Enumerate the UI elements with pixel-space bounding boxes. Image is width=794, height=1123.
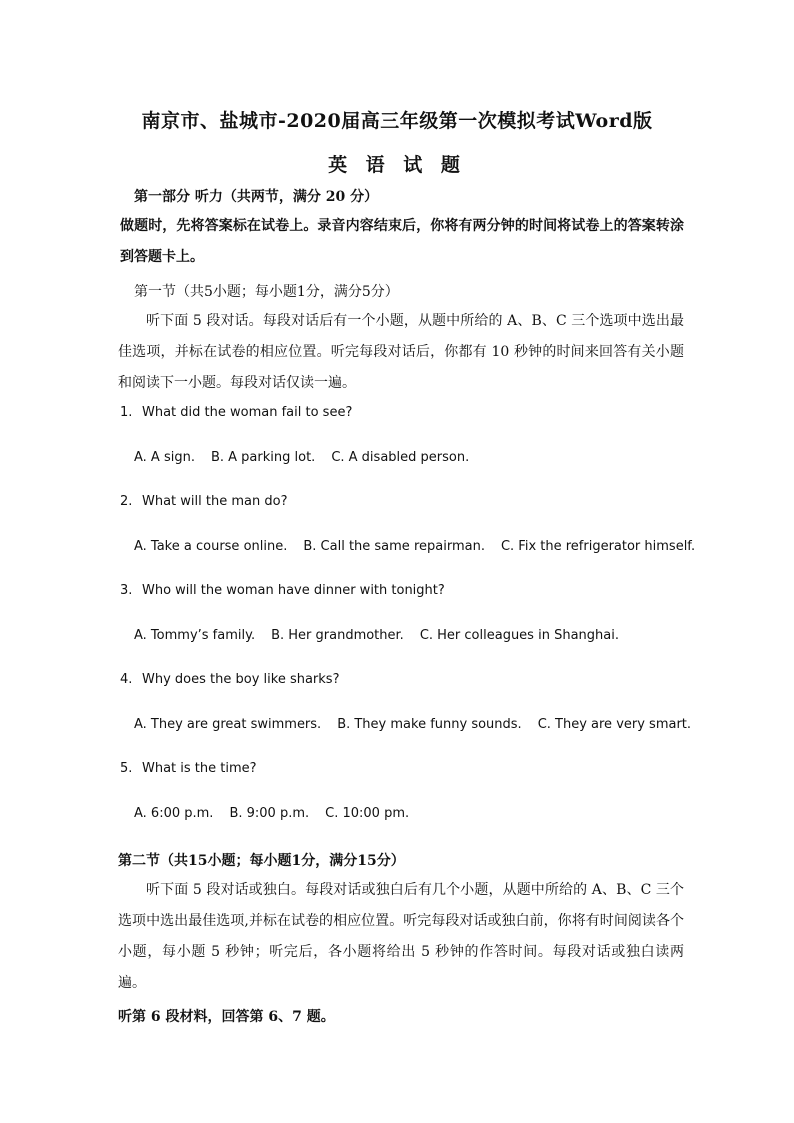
question-3 <box>120 583 445 598</box>
question-4 <box>120 672 339 687</box>
option-c[interactable]: C. They are very smart. <box>537 717 692 732</box>
question-2 <box>120 494 287 509</box>
question-number: 3. <box>120 583 133 598</box>
question-number: 2. <box>120 494 133 509</box>
option-c[interactable]: C. A disabled person. <box>331 450 470 465</box>
material-instruction: 听第 6 段材料，回答第 6、7 题。 <box>118 1009 335 1025</box>
question-number: 5. <box>120 761 133 776</box>
question-number: 4. <box>120 672 133 687</box>
option-c[interactable]: C. Fix the refrigerator himself. <box>500 539 696 554</box>
section2-heading: 第二节（共15小题；每小题1分，满分15分） <box>118 853 405 869</box>
option-a[interactable]: A. A sign. <box>134 450 195 465</box>
option-b[interactable]: B. Call the same repairman. <box>303 539 485 554</box>
option-b[interactable]: B. 9:00 p.m. <box>229 806 310 821</box>
section2-instruction: 听下面 5 段对话或独白。每段对话或独白后有几个小题，从题中所给的 A、B、C 三个选项中选出最佳选项,并标在试卷的相应位置。听完每段对话或独白前，你将有时间阅读各个小题，每小题 5 秒钟；听完后，各小题将给出 5 秒钟的作答时间。每段对话或独白读两遍。 <box>118 882 684 991</box>
section1-heading: 第一节（共5小题；每小题1分，满分5分） <box>134 284 399 300</box>
option-c[interactable]: C. Her colleagues in Shanghai. <box>419 628 619 643</box>
question-1-options <box>134 450 485 465</box>
option-b[interactable]: B. A parking lot. <box>210 450 316 465</box>
question-3-options <box>134 628 635 643</box>
question-text: Who will the woman have dinner with tonight? <box>142 583 445 598</box>
question-1 <box>120 405 352 420</box>
option-a[interactable]: A. They are great swimmers. <box>134 717 322 732</box>
exam-subtitle: 英 语 试 题 <box>328 154 466 176</box>
part1-instruction: 做题时，先将答案标在试卷上。录音内容结束后，你将有两分钟的时间将试卷上的答案转涂到答题卡上。 <box>120 218 684 265</box>
option-a[interactable]: A. Take a course online. <box>134 539 288 554</box>
question-text: Why does the boy like sharks? <box>142 672 340 687</box>
section1-instruction: 听下面 5 段对话。每段对话后有一个小题，从题中所给的 A、B、C 三个选项中选出最佳选项，并标在试卷的相应位置。听完每段对话后，你都有 10 秒钟的时间来回答有关小题和阅读下一小题。每段对话仅读一遍。 <box>118 313 684 391</box>
question-text: What did the woman fail to see? <box>142 405 353 420</box>
option-c[interactable]: C. 10:00 pm. <box>325 806 410 821</box>
question-4-options <box>134 717 707 732</box>
question-number: 1. <box>120 405 133 420</box>
exam-title: 南京市、盐城市-2020届高三年级第一次模拟考试Word版 <box>141 110 653 132</box>
part1-heading: 第一部分 听力（共两节，满分 20 分） <box>134 189 379 205</box>
question-text: What is the time? <box>142 761 257 776</box>
option-a[interactable]: A. 6:00 p.m. <box>134 806 214 821</box>
question-2-options <box>134 539 711 554</box>
question-5 <box>120 761 257 776</box>
option-b[interactable]: B. They make funny sounds. <box>337 717 522 732</box>
option-b[interactable]: B. Her grandmother. <box>271 628 404 643</box>
question-5-options <box>134 806 425 821</box>
option-a[interactable]: A. Tommy’s family. <box>134 628 256 643</box>
question-text: What will the man do? <box>142 494 288 509</box>
